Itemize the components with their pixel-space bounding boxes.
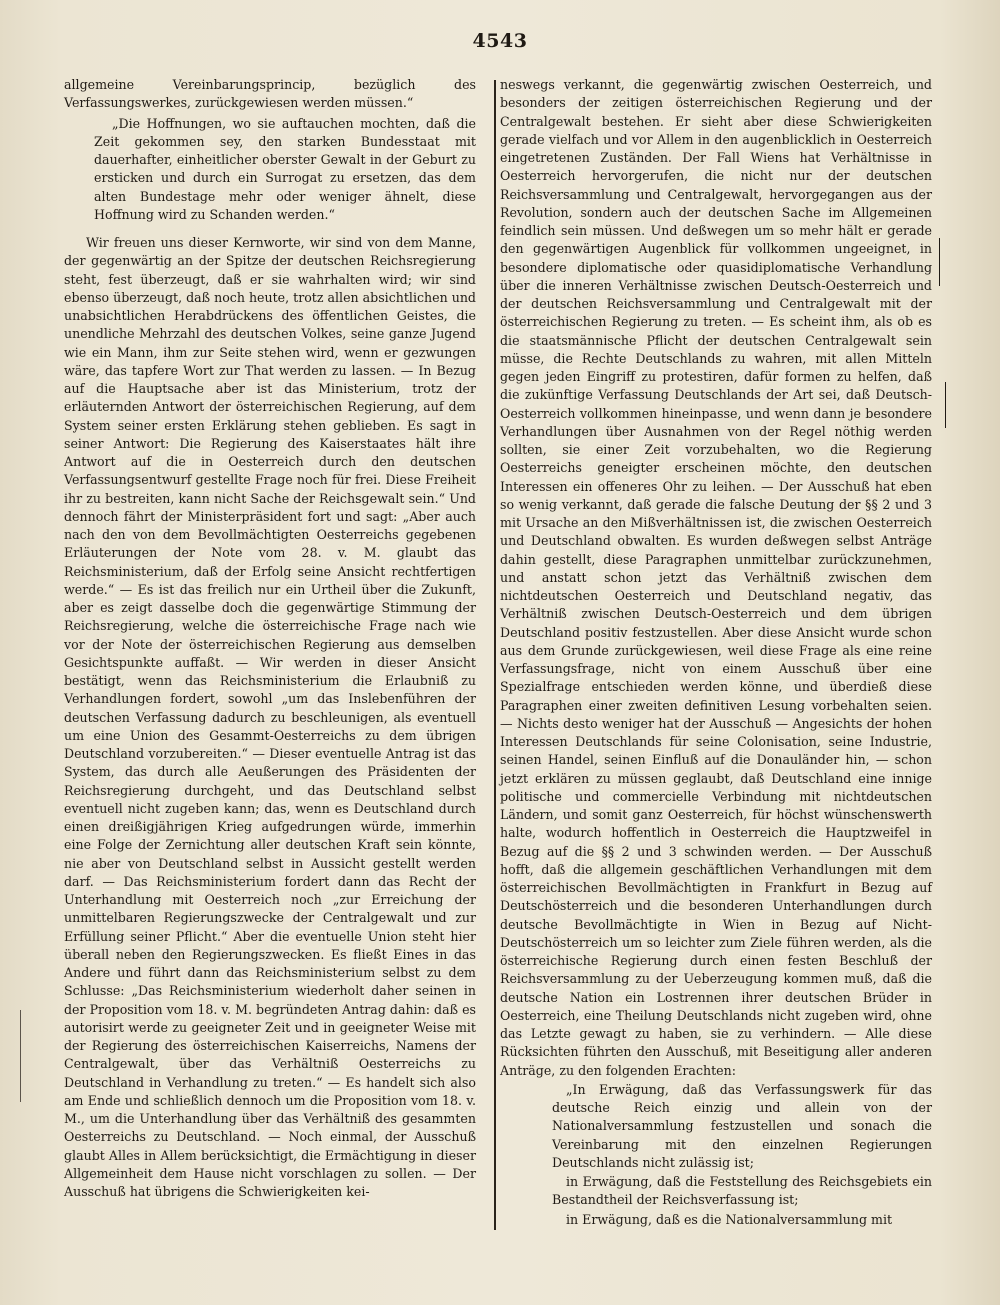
column-divider bbox=[494, 80, 496, 1230]
margin-pencil-mark bbox=[945, 382, 946, 428]
margin-pencil-mark bbox=[20, 1010, 21, 1102]
right-consideration-2: in Erwägung, daß die Feststellung des Reichsgebiets ein Bestandtheil der Reichsverfassung ist; bbox=[552, 1174, 932, 1208]
left-paragraph-1: allgemeine Vereinbarungsprincip, bezüglich des Verfassungswerkes, zurückgewiesen werden müssen.“ bbox=[64, 77, 476, 111]
left-quote-paragraph: „Die Hoffnungen, wo sie auftauchen mochten, daß die Zeit gekommen sey, den starken Bundesstaat mit dauerhafter, einheitlicher oberster Gewalt in der Geburt zu ersticken und durch ein Surrogat zu ersetzen, das dem alten Bundestage mehr oder weniger ähnelt, diese Hoffnung wird zu Schanden werden.“ bbox=[94, 115, 476, 222]
right-consideration-1: „In Erwägung, daß das Verfassungswerk für das deutsche Reich einzig und allein von der Nationalversammlung festzustellen und sonach die Vereinbarung mit den einzelnen Regierungen Deutschlands nicht zulässig ist; bbox=[552, 1081, 932, 1170]
page-number: 4543 bbox=[472, 30, 528, 52]
left-column bbox=[64, 76, 476, 1213]
left-paragraph-3: Wir freuen uns dieser Kernworte, wir sind von dem Manne, der gegenwärtig an der Spitze der deutschen Reichsregierung steht, fest überzeugt, daß er sie wahrhalten wird; wir sind ebenso überzeugt, daß noch heute, trotz allen absichtlichen und unabsichtlichen Herabdrückens des öffentlichen Geistes, die unendliche Mehrzahl des deutschen Volkes, seine ganze Jugend wie ein Mann, ihm zur Seite stehen wird, wenn er gezwungen wäre, das tapfere Wort zur That werden zu lassen. — In Bezug auf die Hauptsache aber ist das Ministerium, trotz der erläuternden Antwort der österreichischen Regierung, auf dem System seiner ersten Erklärung stehen geblieben. Es sagt in seiner Antwort: Die Regierung des Kaiserstaates hält ihre Antwort auf die in Oesterreich durch den deutschen Verfassungsentwurf gestellte Frage noch für frei. Diese Freiheit ihr zu bestreiten, kann nicht Sache der Reichsgewalt sein.“ Und dennoch fährt der Ministerpräsident fort und sagt: „Aber auch nach den von dem Bevollmächtigten Oesterreichs gegebenen Erläuterungen der Note vom 28. v. M. glaubt das Reichsministerium, daß der Erfolg seine Ansicht rechtfertigen werde.“ — Es ist das freilich nur ein Urtheil über die Zukunft, aber es zeigt dasselbe doch die gegenwärtige Stimmung der Reichsregierung, welche die österreichische Frage nach wie vor der Note der österreichischen Regierung aus demselben Gesichtspunkte auffaßt. — Wir werden in dieser Ansicht bestätigt, wenn das Reichsministerium die Erlaubniß zu Verhandlungen fordert, sowohl „um das Inslebenführen der deutschen Verfassung dadurch zu beschleunigen, als eventuell um eine Union des Gesammt-Oesterreichs zu dem übrigen Deutschland vorzubereiten.“ — Dieser eventuelle Antrag ist das System, das durch alle Aeußerungen des Präsidenten der Reichsregierung durchgeht, und das Deutschland selbst eventuell nicht zugeben kann; das, wenn es Deutschland durch einen dreißigjährigen Krieg aufgedrungen würde, immerhin eine Folge der Zernichtung aller deutschen Kraft sein könnte, nie aber von Deutschland selbst in Aussicht gestellt werden darf. — Das Reichsministerium fordert dann das Recht der Unterhandlung mit Oesterreich noch „zur Erreichung der unmittelbaren Regierungszwecke der Centralgewalt und zur Erfüllung seiner Pflicht.“ Aber die eventuelle Union steht hier überall neben den Regierungszwecken. Es fließt Eines in das Andere und führt dann das Reichsministerium selbst zu dem Schlusse: „Das Reichsministerium wiederholt daher seinen in der Proposition vom 18. v. M. begründeten Antrag dahin: daß es autorisirt werde zu geeigneter Zeit und in geeigneter Weise mit der Regierung des österreichischen Kaiserreichs, Namens der Centralgewalt, über das Verhältniß Oesterreichs zu Deutschland in Verhandlung zu treten.“ — Es handelt sich also am Ende und schließlich dennoch um die Proposition vom 18. v. M., um die Unterhandlung über das Verhältniß des gesammten Oesterreichs zu Deutschland. — Noch einmal, der Ausschuß glaubt Alles in Allem berücksichtigt, die Ermächtigung in dieser Allgemeinheit dem Hause nicht vorschlagen zu sollen. — Der Ausschuß hat übrigens die Schwierigkeiten kei- bbox=[64, 235, 476, 1199]
margin-pencil-mark bbox=[939, 238, 940, 286]
right-column bbox=[500, 76, 932, 1227]
right-paragraph-1: neswegs verkannt, die gegenwärtig zwischen Oesterreich, und besonders der zeitigen österreichischen Regierung und der Centralgewalt bestehen. Er sieht aber diese Schwierigkeiten gerade vielfach und vor Allem in den augenblicklich in Oesterreich eingetretenen Zuständen. Der Fall Wiens hat Verhältnisse in Oesterreich hervorgerufen, die nicht nur der deutschen Reichsversammlung und Centralgewalt, hervorgegangen aus der Revolution, sondern auch der deutschen Sache im Allgemeinen feindlich sein müssen. Und deßwegen um so mehr hält er gerade den gegenwärtigen Augenblick für vollkommen ungeeignet, in besondere diplomatische oder quasidiplomatische Verhandlung über die inneren Verhältnisse zwischen Deutsch-Oesterreich und der deutschen Reichsversammlung und Centralgewalt mit der österreichischen Regierung zu treten. — Es scheint ihm, als ob es die staatsmännische Pflicht der deutschen Centralgewalt sein müsse, die Rechte Deutschlands zu wahren, mit allen Mitteln gegen jeden Eingriff zu protestiren, dafür formen zu helfen, daß die zukünftige Verfassung Deutschlands der Art sei, daß Deutsch-Oesterreich vollkommen hineinpasse, und wenn dann je besondere Verhandlungen über Ausnahmen von der Regel nöthig werden sollten, sie einer Zeit vorzubehalten, wo die Regierung Oesterreichs geneigter erscheinen möchte, den deutschen Interessen ein offeneres Ohr zu leihen. — Der Ausschuß hat eben so wenig verkannt, daß gerade die falsche Deutung der §§ 2 und 3 mit Ursache an den Mißverhältnissen ist, die zwischen Oesterreich und Deutschland obwalten. Es wurden deßwegen selbst Anträge dahin gestellt, diese Paragraphen unmittelbar zurückzunehmen, und anstatt schon jetzt das Verhältniß zwischen dem nichtdeutschen Oesterreich und Deutschland negativ, das Verhältniß zwischen Deutsch-Oesterreich und dem übrigen Deutschland positiv festzustellen. Aber diese Ansicht wurde schon aus dem Grunde zurückgewiesen, weil diese Frage als eine reine Verfassungsfrage, nicht von einem Ausschuß über eine Spezialfrage entschieden werden könne, und überdieß diese Paragraphen einer zweiten definitiven Lesung vorbehalten seien. — Nichts desto weniger hat der Ausschuß — Angesichts der hohen Interessen Deutschlands für seine Colonisation, seine Industrie, seinen Handel, seinen Einfluß auf die Donauländer hin, — schon jetzt erklären zu müssen geglaubt, daß Deutschland eine innige politische und commercielle Verbindung mit nichtdeutschen Ländern, und somit ganz Oesterreich, für höchst wünschenswerth halte, wodurch hoffentlich in Oesterreich die Hauptzweifel in Bezug auf die §§ 2 und 3 schwinden werden. — Der Ausschuß hofft, daß die allgemein geschäftlichen Verhandlungen mit dem österreichischen Bevollmächtigten in Frankfurt in Bezug auf Deutschösterreich und die besonderen Unterhandlungen durch deutsche Bevollmächtigte in Wien in Bezug auf Nicht-Deutschösterreich um so leichter zum Ziele führen werden, als die österreichische Regierung durch einen festen Beschluß der Reichsversammlung zu der Ueberzeugung kommen muß, daß die deutsche Nation ein Lostrennen ihrer deutschen Brüder in Oesterreich, eine Theilung Deutschlands nicht zugeben wird, ohne das Letzte gewagt zu haben, sie zu verhindern. — Alle diese Rücksichten führten den Ausschuß, mit Beseitigung aller anderen Anträge, zu den folgenden Erachten: bbox=[500, 77, 932, 1078]
right-consideration-3: in Erwägung, daß es die Nationalversammlung mit bbox=[566, 1211, 893, 1227]
